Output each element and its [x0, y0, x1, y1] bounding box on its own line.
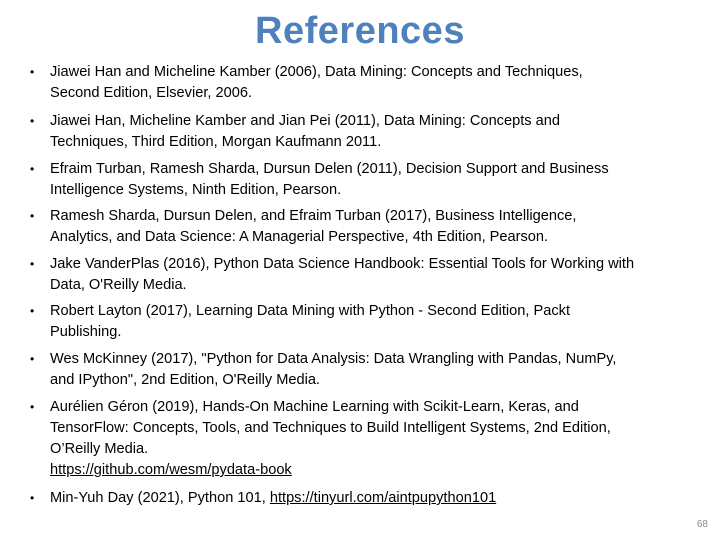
reference-line: Second Edition, Elsevier, 2006. — [50, 85, 253, 101]
pydata-book-link[interactable]: https://github.com/wesm/pydata-book — [50, 462, 292, 478]
reference-line: Data, O'Reilly Media. — [50, 277, 187, 293]
reference-line: Analytics, and Data Science: A Managerial Perspective, 4th Edition, Pearson. — [50, 229, 549, 245]
reference-line: Publishing. — [50, 324, 122, 340]
reference-text — [50, 206, 710, 248]
reference-line: Robert Layton (2017), Learning Data Mining with Python - Second Edition, Packt — [50, 303, 570, 319]
reference-line: Intelligence Systems, Ninth Edition, Pearson. — [50, 182, 342, 198]
reference-line: Ramesh Sharda, Dursun Delen, and Efraim Turban (2017), Business Intelligence, — [50, 208, 577, 224]
bullet-icon: • — [30, 162, 35, 176]
bullet-icon: • — [30, 352, 35, 366]
reference-line: Jiawei Han and Micheline Kamber (2006), Data Mining: Concepts and Techniques, — [50, 64, 583, 80]
reference-line-text: Min-Yuh Day (2021), Python 101, — [50, 490, 270, 506]
reference-line: Aurélien Géron (2019), Hands-On Machine Learning with Scikit-Learn, Keras, and — [50, 399, 579, 415]
reference-text — [50, 159, 710, 201]
page-number: 68 — [696, 519, 708, 530]
bullet-icon: • — [30, 400, 35, 414]
reference-text — [50, 254, 710, 296]
bullet-icon: • — [30, 65, 35, 79]
reference-text — [50, 301, 710, 343]
bullet-icon: • — [30, 304, 35, 318]
bullet-icon: • — [30, 209, 35, 223]
slide-title: References — [255, 10, 465, 52]
reference-line: Techniques, Third Edition, Morgan Kaufmann 2011. — [50, 134, 382, 150]
reference-line — [50, 488, 710, 509]
bullet-icon: • — [30, 257, 35, 271]
reference-line: Jake VanderPlas (2016), Python Data Science Handbook: Essential Tools for Working with — [50, 256, 635, 272]
bullet-icon: • — [30, 114, 35, 128]
reference-line: and IPython", 2nd Edition, O'Reilly Media. — [50, 372, 320, 388]
reference-line: TensorFlow: Concepts, Tools, and Techniques to Build Intelligent Systems, 2nd Edition, — [50, 420, 611, 436]
reference-line: Efraim Turban, Ramesh Sharda, Dursun Delen (2011), Decision Support and Business — [50, 161, 609, 177]
reference-line: Wes McKinney (2017), "Python for Data Analysis: Data Wrangling with Pandas, NumPy, — [50, 351, 617, 367]
reference-text — [50, 397, 710, 481]
tinyurl-link[interactable]: https://tinyurl.com/aintpupython101 — [269, 490, 497, 506]
reference-text — [50, 111, 710, 153]
reference-line: O’Reilly Media. — [50, 441, 149, 457]
reference-text — [50, 62, 710, 104]
reference-text — [50, 488, 710, 509]
reference-line: Jiawei Han, Micheline Kamber and Jian Pei (2011), Data Mining: Concepts and — [50, 113, 560, 129]
bullet-icon: • — [30, 491, 35, 505]
reference-text — [50, 349, 710, 391]
